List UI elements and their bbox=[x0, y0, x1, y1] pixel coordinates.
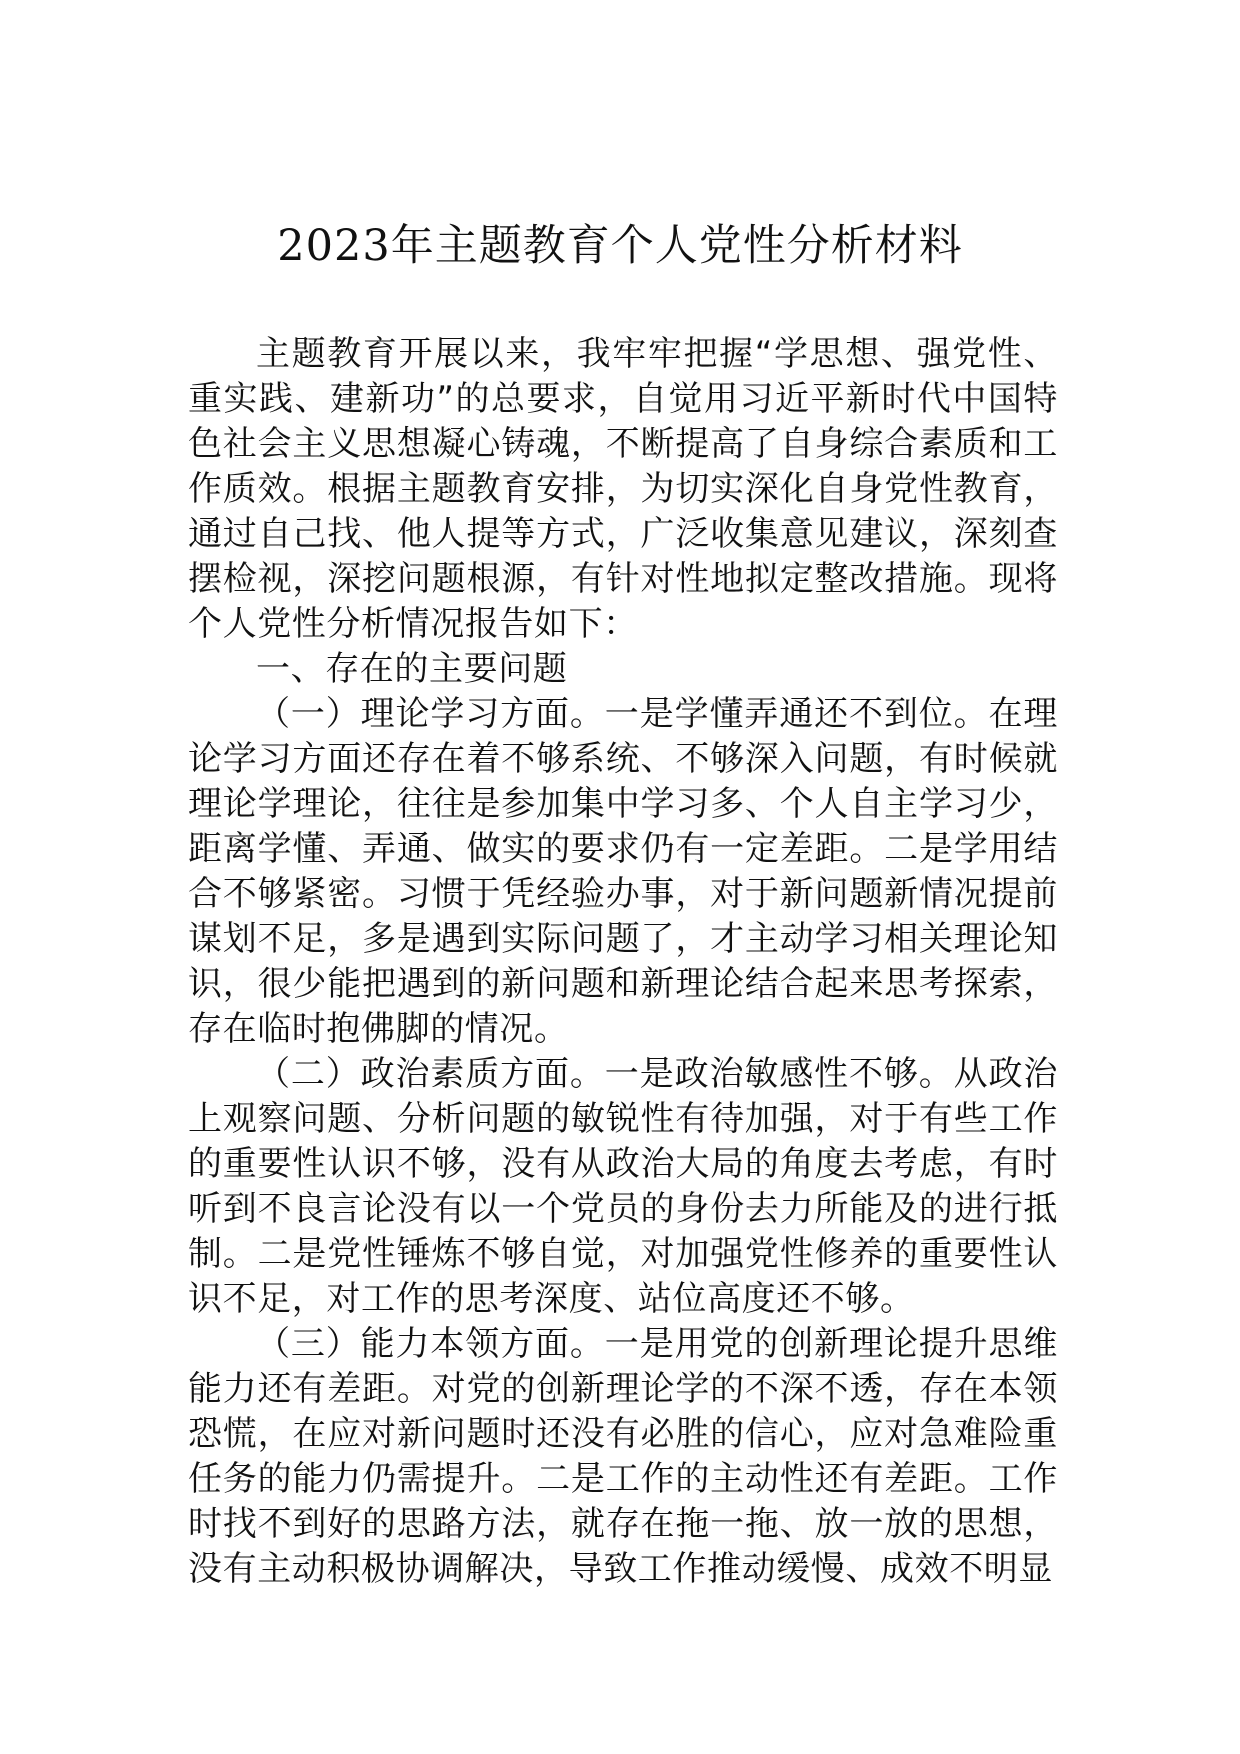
section-heading-main-problems: 一、存在的主要问题 bbox=[256, 649, 568, 689]
paragraph-ability: （三）能力本领方面。一是用党的创新理论提升思维能力还有差距。对党的创新理论学的不深不透，存在本领恐慌，在应对新问题时还没有必胜的信心，应对急难险重任务的能力仍需提升。二是工作的主动性还有差距。工作时找不到好的思路方法，就存在拖一拖、放一放的思想，没有主动积极协调解决，导致工作推动缓慢、成效不明显 bbox=[188, 1324, 1058, 1589]
intro-paragraph: 主题教育开展以来，我牢牢把握“学思想、强党性、重实践、建新功”的总要求，自觉用习近平新时代中国特色社会主义思想凝心铸魂，不断提高了自身综合素质和工作质效。根据主题教育安排，为切实深化自身党性教育，通过自己找、他人提等方式，广泛收集意见建议，深刻查摆检视，深挖问题根源，有针对性地拟定整改措施。现将个人党性分析情况报告如下： bbox=[188, 334, 1058, 644]
paragraph-theory-study: （一）理论学习方面。一是学懂弄通还不到位。在理论学习方面还存在着不够系统、不够深入问题，有时候就理论学理论，往往是参加集中学习多、个人自主学习少，距离学懂、弄通、做实的要求仍有一定差距。二是学用结合不够紧密。习惯于凭经验办事，对于新问题新情况提前谋划不足，多是遇到实际问题了，才主动学习相关理论知识，很少能把遇到的新问题和新理论结合起来思考探索，存在临时抱佛脚的情况。 bbox=[188, 694, 1058, 1049]
paragraph-political-quality: （二）政治素质方面。一是政治敏感性不够。从政治上观察问题、分析问题的敏锐性有待加强，对于有些工作的重要性认识不够，没有从政治大局的角度去考虑，有时听到不良言论没有以一个党员的身份去力所能及的进行抵制。二是党性锤炼不够自觉，对加强党性修养的重要性认识不足，对工作的思考深度、站位高度还不够。 bbox=[188, 1054, 1058, 1319]
document-body bbox=[188, 332, 1058, 1592]
document-title: 2023年主题教育个人党性分析材料 bbox=[277, 221, 963, 271]
